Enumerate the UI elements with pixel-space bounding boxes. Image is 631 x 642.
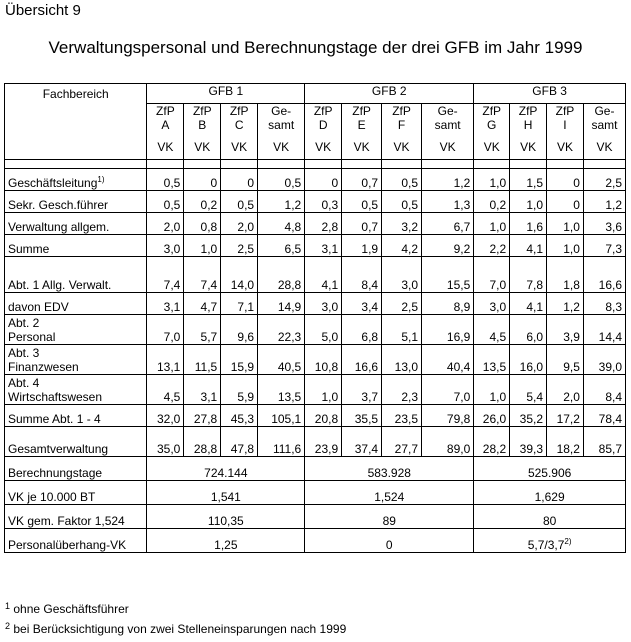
table-row bbox=[5, 481, 626, 505]
unit-vk: VK bbox=[422, 136, 474, 160]
row-label-line1: Abt. 4 bbox=[8, 376, 40, 390]
spacer-cell bbox=[221, 160, 258, 169]
value-cell: 105,1 bbox=[258, 405, 305, 427]
footnote-1-text: ohne Geschäftsführer bbox=[10, 602, 129, 616]
value-cell: 0,5 bbox=[258, 169, 305, 191]
value-cell: 18,2 bbox=[547, 427, 584, 457]
value-cell: 1,9 bbox=[342, 235, 382, 257]
footnote-1 bbox=[5, 602, 129, 616]
value-cell: 0,8 bbox=[184, 213, 221, 235]
value-cell: 4,5 bbox=[474, 315, 510, 345]
summary-value: 1,25 bbox=[147, 529, 305, 553]
value-cell: 5,1 bbox=[382, 315, 422, 345]
value-cell: 8,3 bbox=[583, 293, 625, 315]
spacer-cell bbox=[422, 160, 474, 169]
table-row bbox=[5, 169, 626, 191]
value-cell: 0 bbox=[547, 191, 584, 213]
spacer-cell bbox=[147, 160, 184, 169]
subhead-6 bbox=[382, 104, 422, 136]
value-cell: 45,3 bbox=[221, 405, 258, 427]
value-cell: 7,8 bbox=[510, 257, 547, 293]
spacer-cell bbox=[583, 160, 625, 169]
value-cell: 8,4 bbox=[342, 257, 382, 293]
value-cell: 20,8 bbox=[305, 405, 342, 427]
subhead-part: ZfP bbox=[482, 104, 502, 118]
value-cell: 85,7 bbox=[583, 427, 625, 457]
row-label bbox=[5, 169, 147, 191]
value-cell: 0,7 bbox=[342, 213, 382, 235]
value-cell: 3,0 bbox=[147, 235, 184, 257]
row-label bbox=[5, 375, 147, 405]
value-cell: 7,0 bbox=[422, 375, 474, 405]
value-cell: 6,5 bbox=[258, 235, 305, 257]
unit-vk: VK bbox=[342, 136, 382, 160]
value-cell: 26,0 bbox=[474, 405, 510, 427]
value-cell: 0,5 bbox=[382, 169, 422, 191]
value-cell: 10,8 bbox=[305, 345, 342, 375]
value-cell: 13,5 bbox=[258, 375, 305, 405]
spacer-cell bbox=[258, 160, 305, 169]
value-cell: 2,5 bbox=[382, 293, 422, 315]
footnote-2 bbox=[5, 622, 346, 636]
value-cell: 14,9 bbox=[258, 293, 305, 315]
value-cell: 1,2 bbox=[547, 293, 584, 315]
subhead-part: H bbox=[523, 118, 533, 132]
header-group-3: GFB 3 bbox=[474, 84, 626, 104]
subhead-part: I bbox=[563, 118, 567, 132]
row-label bbox=[5, 191, 147, 213]
footnote-2-text: bei Berücksichtigung von zwei Stelleneinsparungen nach 1999 bbox=[10, 622, 347, 636]
value-cell: 1,0 bbox=[305, 375, 342, 405]
value-cell: 2,5 bbox=[583, 169, 625, 191]
value-cell: 37,4 bbox=[342, 427, 382, 457]
value-cell: 1,0 bbox=[474, 213, 510, 235]
value-cell: 7,0 bbox=[147, 315, 184, 345]
subhead-part: A bbox=[161, 118, 170, 132]
value-cell: 3,0 bbox=[474, 293, 510, 315]
header-group-2: GFB 2 bbox=[305, 84, 474, 104]
value-cell: 9,6 bbox=[221, 315, 258, 345]
value-cell: 1,5 bbox=[510, 169, 547, 191]
unit-vk: VK bbox=[547, 136, 584, 160]
row-label-line1: Abt. 2 bbox=[8, 316, 40, 330]
value-cell: 1,2 bbox=[583, 191, 625, 213]
value-cell: 17,2 bbox=[547, 405, 584, 427]
value-cell: 1,0 bbox=[547, 235, 584, 257]
footnote-2-mark: 2 bbox=[5, 621, 11, 631]
value-cell: 32,0 bbox=[147, 405, 184, 427]
subhead-2 bbox=[221, 104, 258, 136]
value-cell: 0 bbox=[547, 169, 584, 191]
personnel-table bbox=[4, 83, 626, 553]
summary-label: Personalüberhang-VK bbox=[5, 529, 147, 553]
value-cell: 5,9 bbox=[221, 375, 258, 405]
value-cell: 35,2 bbox=[510, 405, 547, 427]
spacer-cell bbox=[474, 160, 510, 169]
subhead-9 bbox=[510, 104, 547, 136]
spacer-cell bbox=[510, 160, 547, 169]
row-label-line1: Abt. 3 bbox=[8, 346, 40, 360]
subhead-part: E bbox=[357, 118, 366, 132]
subhead-part: ZfP bbox=[392, 104, 411, 118]
value-cell: 14,4 bbox=[583, 315, 625, 345]
row-label-text: davon EDV bbox=[8, 300, 69, 314]
subhead-part: C bbox=[234, 118, 244, 132]
subhead-part: ZfP bbox=[518, 104, 538, 118]
value-cell: 1,2 bbox=[258, 191, 305, 213]
value-cell: 40,4 bbox=[422, 345, 474, 375]
value-cell: 1,0 bbox=[474, 169, 510, 191]
subhead-part: ZfP bbox=[555, 104, 575, 118]
value-cell: 4,1 bbox=[510, 293, 547, 315]
value-cell: 27,7 bbox=[382, 427, 422, 457]
summary-value: 583.928 bbox=[305, 457, 474, 481]
value-cell: 5,7 bbox=[184, 315, 221, 345]
table-row bbox=[5, 345, 626, 375]
unit-vk: VK bbox=[510, 136, 547, 160]
value-cell: 2,0 bbox=[221, 213, 258, 235]
value-cell: 3,4 bbox=[342, 293, 382, 315]
value-cell: 6,7 bbox=[422, 213, 474, 235]
value-cell: 0 bbox=[184, 169, 221, 191]
table-row bbox=[5, 257, 626, 293]
subhead-part: ZfP bbox=[313, 104, 333, 118]
value-cell: 22,3 bbox=[258, 315, 305, 345]
unit-vk: VK bbox=[583, 136, 625, 160]
value-cell: 5,0 bbox=[305, 315, 342, 345]
value-cell: 4,2 bbox=[382, 235, 422, 257]
value-cell: 6,8 bbox=[342, 315, 382, 345]
row-label bbox=[5, 293, 147, 315]
row-label-line2: Wirtschaftswesen bbox=[8, 390, 103, 404]
table-title: Verwaltungspersonal und Berechnungstage der drei GFB im Jahr 1999 bbox=[48, 38, 583, 57]
value-cell: 7,4 bbox=[184, 257, 221, 293]
spacer-cell bbox=[184, 160, 221, 169]
table-row bbox=[5, 529, 626, 553]
subhead-10 bbox=[547, 104, 584, 136]
value-cell: 16,0 bbox=[510, 345, 547, 375]
row-label bbox=[5, 213, 147, 235]
subhead-0 bbox=[147, 104, 184, 136]
row-label-text: Verwaltung allgem. bbox=[8, 220, 110, 234]
subhead-part: samt bbox=[434, 118, 461, 132]
table-row bbox=[5, 375, 626, 405]
subhead-1 bbox=[184, 104, 221, 136]
value-cell: 0,5 bbox=[147, 191, 184, 213]
summary-value: 1,629 bbox=[474, 481, 626, 505]
subhead-part: Ge- bbox=[437, 104, 458, 118]
value-cell: 3,1 bbox=[184, 375, 221, 405]
value-cell: 7,3 bbox=[583, 235, 625, 257]
row-label-text: Geschäftsleitung bbox=[8, 176, 98, 190]
value-cell: 16,6 bbox=[342, 345, 382, 375]
value-cell: 1,0 bbox=[510, 191, 547, 213]
footnote-ref: 1) bbox=[97, 175, 105, 184]
subhead-part: ZfP bbox=[229, 104, 249, 118]
subhead-part: ZfP bbox=[352, 104, 371, 118]
subhead-4 bbox=[305, 104, 342, 136]
value-cell: 0,7 bbox=[342, 169, 382, 191]
value-cell: 23,5 bbox=[382, 405, 422, 427]
subhead-part: F bbox=[397, 118, 406, 132]
subhead-part: ZfP bbox=[156, 104, 175, 118]
subhead-7 bbox=[422, 104, 474, 136]
value-cell: 4,8 bbox=[258, 213, 305, 235]
summary-value: 1,541 bbox=[147, 481, 305, 505]
subhead-part: Ge- bbox=[271, 104, 292, 118]
row-label bbox=[5, 235, 147, 257]
value-cell: 3,1 bbox=[147, 293, 184, 315]
subhead-5 bbox=[342, 104, 382, 136]
value-cell: 8,9 bbox=[422, 293, 474, 315]
value-cell: 3,0 bbox=[382, 257, 422, 293]
row-label bbox=[5, 427, 147, 457]
value-cell: 1,0 bbox=[547, 213, 584, 235]
value-cell: 0 bbox=[221, 169, 258, 191]
spacer-cell bbox=[382, 160, 422, 169]
summary-label: VK gem. Faktor 1,524 bbox=[5, 505, 147, 529]
unit-vk: VK bbox=[221, 136, 258, 160]
row-label bbox=[5, 257, 147, 293]
value-cell: 9,5 bbox=[547, 345, 584, 375]
header-fachbereich: Fachbereich bbox=[5, 84, 147, 160]
unit-vk: VK bbox=[305, 136, 342, 160]
value-cell: 39,3 bbox=[510, 427, 547, 457]
value-cell: 8,4 bbox=[583, 375, 625, 405]
value-cell: 28,8 bbox=[258, 257, 305, 293]
value-cell: 27,8 bbox=[184, 405, 221, 427]
value-cell: 4,7 bbox=[184, 293, 221, 315]
value-cell: 16,9 bbox=[422, 315, 474, 345]
value-cell: 3,1 bbox=[305, 235, 342, 257]
spacer-cell bbox=[547, 160, 584, 169]
table-row bbox=[5, 505, 626, 529]
value-cell: 5,4 bbox=[510, 375, 547, 405]
summary-value: 525.906 bbox=[474, 457, 626, 481]
row-label-line2: Finanzwesen bbox=[8, 360, 79, 374]
value-cell: 1,6 bbox=[510, 213, 547, 235]
row-label-text: Gesamtverwaltung bbox=[8, 442, 109, 456]
value-cell: 2,8 bbox=[305, 213, 342, 235]
subhead-part: Ge- bbox=[594, 104, 615, 118]
subhead-11 bbox=[583, 104, 625, 136]
value-cell: 1,3 bbox=[422, 191, 474, 213]
value-cell: 13,5 bbox=[474, 345, 510, 375]
value-cell: 0,5 bbox=[221, 191, 258, 213]
row-label bbox=[5, 315, 147, 345]
row-label bbox=[5, 405, 147, 427]
value-cell: 2,5 bbox=[221, 235, 258, 257]
row-label-line2: Personal bbox=[8, 330, 56, 344]
table-row bbox=[5, 235, 626, 257]
summary-label: VK je 10.000 BT bbox=[5, 481, 147, 505]
value-cell: 4,5 bbox=[147, 375, 184, 405]
value-cell: 0 bbox=[305, 169, 342, 191]
table-row bbox=[5, 191, 626, 213]
subhead-part: B bbox=[198, 118, 207, 132]
table-row bbox=[5, 84, 626, 104]
table-row bbox=[5, 405, 626, 427]
summary-value: 0 bbox=[305, 529, 474, 553]
summary-value bbox=[474, 529, 626, 553]
value-cell: 2,3 bbox=[382, 375, 422, 405]
footnote-ref: 2) bbox=[564, 537, 572, 546]
value-cell: 2,0 bbox=[547, 375, 584, 405]
value-cell: 0,5 bbox=[382, 191, 422, 213]
value-cell: 39,0 bbox=[583, 345, 625, 375]
value-cell: 28,8 bbox=[184, 427, 221, 457]
value-cell: 0,3 bbox=[305, 191, 342, 213]
table-row bbox=[5, 427, 626, 457]
value-cell: 1,8 bbox=[547, 257, 584, 293]
value-cell: 4,1 bbox=[510, 235, 547, 257]
value-cell: 14,0 bbox=[221, 257, 258, 293]
subhead-part: samt bbox=[268, 118, 295, 132]
row-label bbox=[5, 345, 147, 375]
table-row bbox=[5, 293, 626, 315]
value-cell: 1,2 bbox=[422, 169, 474, 191]
value-cell: 3,9 bbox=[547, 315, 584, 345]
subhead-8 bbox=[474, 104, 510, 136]
value-cell: 47,8 bbox=[221, 427, 258, 457]
row-label-text: Summe bbox=[8, 242, 50, 256]
summary-value: 1,524 bbox=[305, 481, 474, 505]
table-row bbox=[5, 160, 626, 169]
value-cell: 1,0 bbox=[474, 375, 510, 405]
table-row bbox=[5, 457, 626, 481]
value-cell: 7,0 bbox=[474, 257, 510, 293]
subhead-3 bbox=[258, 104, 305, 136]
value-cell: 11,5 bbox=[184, 345, 221, 375]
value-cell: 23,9 bbox=[305, 427, 342, 457]
value-cell: 2,0 bbox=[147, 213, 184, 235]
value-cell: 0,2 bbox=[184, 191, 221, 213]
value-cell: 89,0 bbox=[422, 427, 474, 457]
unit-vk: VK bbox=[382, 136, 422, 160]
summary-value: 89 bbox=[305, 505, 474, 529]
value-cell: 35,5 bbox=[342, 405, 382, 427]
value-cell: 13,1 bbox=[147, 345, 184, 375]
overview-label: Übersicht 9 bbox=[5, 2, 81, 19]
value-cell: 1,0 bbox=[184, 235, 221, 257]
value-cell: 35,0 bbox=[147, 427, 184, 457]
value-cell: 28,2 bbox=[474, 427, 510, 457]
row-label-text: Summe Abt. 1 - 4 bbox=[8, 412, 101, 426]
value-cell: 13,0 bbox=[382, 345, 422, 375]
subhead-part: D bbox=[318, 118, 328, 132]
value-cell: 7,1 bbox=[221, 293, 258, 315]
value-cell: 16,6 bbox=[583, 257, 625, 293]
summary-value: 724.144 bbox=[147, 457, 305, 481]
subhead-part: samt bbox=[591, 118, 618, 132]
value-cell: 2,2 bbox=[474, 235, 510, 257]
value-cell: 79,8 bbox=[422, 405, 474, 427]
table-row bbox=[5, 315, 626, 345]
value-cell: 0,5 bbox=[147, 169, 184, 191]
spacer-cell bbox=[342, 160, 382, 169]
spacer-cell bbox=[5, 160, 147, 169]
value-cell: 9,2 bbox=[422, 235, 474, 257]
unit-vk: VK bbox=[147, 136, 184, 160]
value-cell: 4,1 bbox=[305, 257, 342, 293]
subhead-part: ZfP bbox=[192, 104, 212, 118]
value-cell: 7,4 bbox=[147, 257, 184, 293]
value-cell: 40,5 bbox=[258, 345, 305, 375]
value-cell: 15,9 bbox=[221, 345, 258, 375]
summary-value: 110,35 bbox=[147, 505, 305, 529]
summary-label: Berechnungstage bbox=[5, 457, 147, 481]
value-cell: 3,7 bbox=[342, 375, 382, 405]
value-cell: 3,6 bbox=[583, 213, 625, 235]
table-row bbox=[5, 213, 626, 235]
footnote-1-mark: 1 bbox=[5, 601, 11, 611]
subhead-part: G bbox=[487, 118, 497, 132]
unit-vk: VK bbox=[184, 136, 221, 160]
value-cell: 15,5 bbox=[422, 257, 474, 293]
row-label-text: Sekr. Gesch.führer bbox=[8, 198, 109, 212]
value-cell: 0,5 bbox=[342, 191, 382, 213]
summary-value-text: 5,7/3,7 bbox=[527, 538, 565, 552]
unit-vk: VK bbox=[474, 136, 510, 160]
value-cell: 0,2 bbox=[474, 191, 510, 213]
header-group-1: GFB 1 bbox=[147, 84, 305, 104]
value-cell: 6,0 bbox=[510, 315, 547, 345]
row-label-text: Abt. 1 Allg. Verwalt. bbox=[8, 278, 112, 292]
value-cell: 78,4 bbox=[583, 405, 625, 427]
spacer-cell bbox=[305, 160, 342, 169]
unit-vk: VK bbox=[258, 136, 305, 160]
summary-value: 80 bbox=[474, 505, 626, 529]
value-cell: 111,6 bbox=[258, 427, 305, 457]
value-cell: 3,2 bbox=[382, 213, 422, 235]
value-cell: 3,0 bbox=[305, 293, 342, 315]
